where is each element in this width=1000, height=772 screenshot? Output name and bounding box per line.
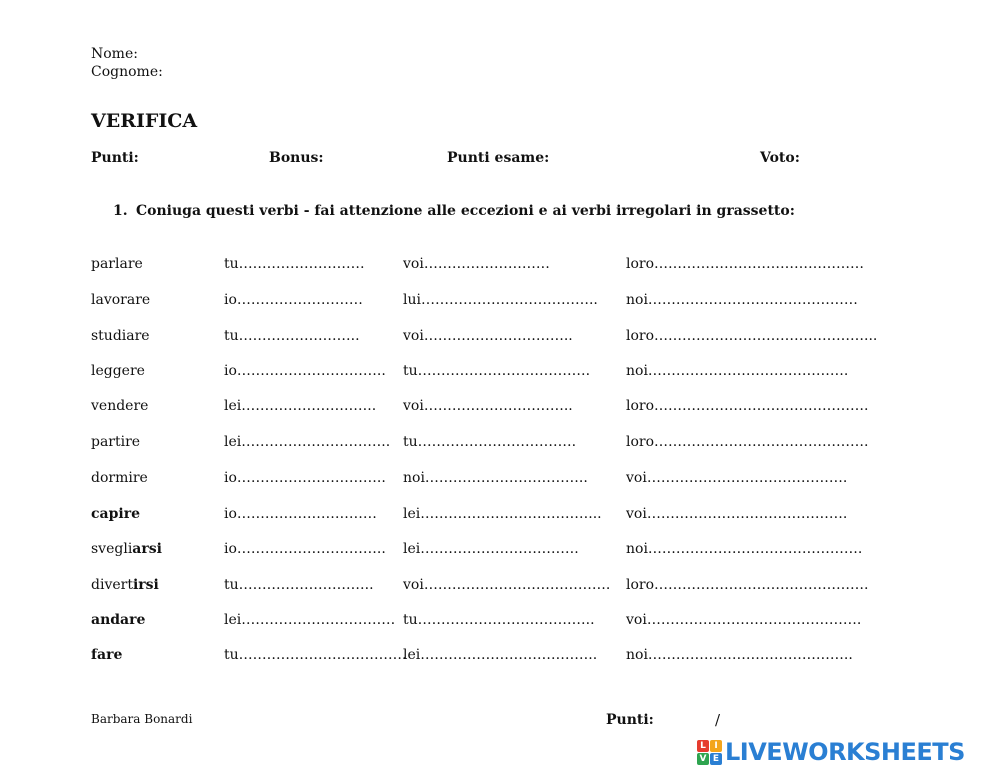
verb-part: divert bbox=[91, 577, 133, 593]
table-row bbox=[0, 506, 1000, 530]
conjugation-blank[interactable]: voi………………………………………. bbox=[626, 612, 862, 628]
conjugation-blank[interactable]: tu…………………….. bbox=[224, 328, 360, 344]
verb-part: svegli bbox=[91, 541, 133, 557]
conjugation-blank[interactable]: noi…………………………….. bbox=[403, 470, 588, 486]
conjugation-blank[interactable]: noi…………………………………….. bbox=[626, 647, 853, 663]
conjugation-blank[interactable]: voi……………………………………. bbox=[626, 506, 848, 522]
conjugation-blank[interactable]: tu……………………….. bbox=[224, 577, 374, 593]
conjugation-blank[interactable]: loro………………………………………. bbox=[626, 577, 869, 593]
conjugation-blank[interactable]: lei……………………….. bbox=[224, 398, 377, 414]
conjugation-blank[interactable]: tu……………………… bbox=[224, 256, 365, 272]
page-title: VERIFICA bbox=[91, 110, 198, 132]
table-row bbox=[0, 398, 1000, 422]
table-row bbox=[0, 647, 1000, 671]
conjugation-blank[interactable]: tu………………………………. bbox=[403, 363, 591, 379]
conjugation-blank[interactable]: loro………………………………………. bbox=[626, 398, 869, 414]
conjugation-blank[interactable]: voi……………………… bbox=[403, 256, 550, 272]
conjugation-blank[interactable]: lei…………………………… bbox=[224, 612, 396, 628]
conjugation-blank[interactable]: noi……………………………………. bbox=[626, 363, 849, 379]
conjugation-blank[interactable]: tu……………………………. bbox=[403, 434, 577, 450]
verb-infinitive bbox=[91, 541, 162, 557]
punti-esame-label: Punti esame: bbox=[447, 150, 550, 166]
table-row bbox=[0, 577, 1000, 601]
table-row bbox=[0, 328, 1000, 352]
verb-infinitive bbox=[91, 292, 150, 308]
logo-badge-letter: I bbox=[710, 740, 722, 752]
exercise-number: 1. bbox=[113, 203, 128, 219]
verb-part: fare bbox=[91, 647, 123, 663]
logo-text: LIVEWORKSHEETS bbox=[725, 738, 965, 766]
nome-label: Nome: bbox=[91, 46, 138, 62]
verb-part: vendere bbox=[91, 398, 149, 414]
verb-infinitive bbox=[91, 647, 122, 663]
verb-infinitive bbox=[91, 612, 145, 628]
conjugation-blank[interactable]: lei………………………………... bbox=[403, 506, 602, 522]
verb-part: leggere bbox=[91, 363, 145, 379]
bonus-label: Bonus: bbox=[269, 150, 324, 166]
conjugation-blank[interactable]: lei………………………….. bbox=[224, 434, 391, 450]
conjugation-blank[interactable]: io………………………….. bbox=[224, 541, 386, 557]
verb-part: andare bbox=[91, 612, 146, 628]
table-row bbox=[0, 541, 1000, 565]
cognome-label: Cognome: bbox=[91, 64, 163, 80]
verb-infinitive bbox=[91, 434, 140, 450]
verb-infinitive bbox=[91, 506, 140, 522]
table-row bbox=[0, 612, 1000, 636]
verb-part: parlare bbox=[91, 256, 143, 272]
conjugation-blank[interactable]: voi………………………….. bbox=[403, 328, 573, 344]
conjugation-blank[interactable]: voi…………………………………. bbox=[403, 577, 611, 593]
verb-part: irsi bbox=[132, 577, 159, 593]
conjugation-blank[interactable]: noi………………………………………. bbox=[626, 541, 863, 557]
table-row bbox=[0, 292, 1000, 316]
verb-infinitive bbox=[91, 398, 148, 414]
conjugation-blank[interactable]: noi……………………………………… bbox=[626, 292, 858, 308]
logo-badge-letter: L bbox=[697, 740, 709, 752]
punti-label: Punti: bbox=[91, 150, 139, 166]
footer-score-slash: / bbox=[715, 711, 721, 729]
verb-infinitive bbox=[91, 363, 145, 379]
conjugation-blank[interactable]: voi………………………….. bbox=[403, 398, 573, 414]
verb-infinitive bbox=[91, 328, 150, 344]
logo-badge-letter: E bbox=[710, 753, 722, 765]
conjugation-blank[interactable]: loro………………………………………... bbox=[626, 328, 878, 344]
conjugation-blank[interactable]: tu……………………………… bbox=[224, 647, 407, 663]
logo-badge-icon bbox=[697, 740, 722, 765]
conjugation-blank[interactable]: io……………………… bbox=[224, 292, 363, 308]
verb-part: studiare bbox=[91, 328, 150, 344]
conjugation-blank[interactable]: lei……………………………….. bbox=[403, 647, 598, 663]
liveworksheets-logo[interactable] bbox=[697, 738, 965, 766]
verb-infinitive bbox=[91, 577, 159, 593]
exercise-text: Coniuga questi verbi - fai attenzione alle eccezioni e ai verbi irregolari in grassetto: bbox=[136, 203, 795, 219]
table-row bbox=[0, 470, 1000, 494]
verb-part: lavorare bbox=[91, 292, 151, 308]
verb-part: capire bbox=[91, 506, 140, 522]
logo-badge-letter: V bbox=[697, 753, 709, 765]
voto-label: Voto: bbox=[760, 150, 800, 166]
conjugation-blank[interactable]: io………………………….. bbox=[224, 470, 386, 486]
verb-part: dormire bbox=[91, 470, 148, 486]
conjugation-blank[interactable]: loro……………………………………… bbox=[626, 256, 865, 272]
conjugation-blank[interactable]: voi……………………………………. bbox=[626, 470, 848, 486]
conjugation-blank[interactable]: loro………………………………………. bbox=[626, 434, 869, 450]
footer-punti-label: Punti: bbox=[606, 712, 654, 728]
verb-infinitive bbox=[91, 470, 148, 486]
conjugation-blank[interactable]: io………………………….. bbox=[224, 363, 386, 379]
table-row bbox=[0, 434, 1000, 458]
table-row bbox=[0, 363, 1000, 387]
table-row bbox=[0, 256, 1000, 280]
conjugation-blank[interactable]: lei……………………………. bbox=[403, 541, 579, 557]
verb-part: partire bbox=[91, 434, 141, 450]
conjugation-blank[interactable]: io………………………… bbox=[224, 506, 377, 522]
author-name: Barbara Bonardi bbox=[91, 712, 193, 726]
conjugation-blank[interactable]: tu……………………………….. bbox=[403, 612, 595, 628]
verb-part: arsi bbox=[132, 541, 162, 557]
verb-infinitive bbox=[91, 256, 143, 272]
exercise-instruction bbox=[113, 203, 795, 219]
conjugation-blank[interactable]: lui……………………………….. bbox=[403, 292, 598, 308]
